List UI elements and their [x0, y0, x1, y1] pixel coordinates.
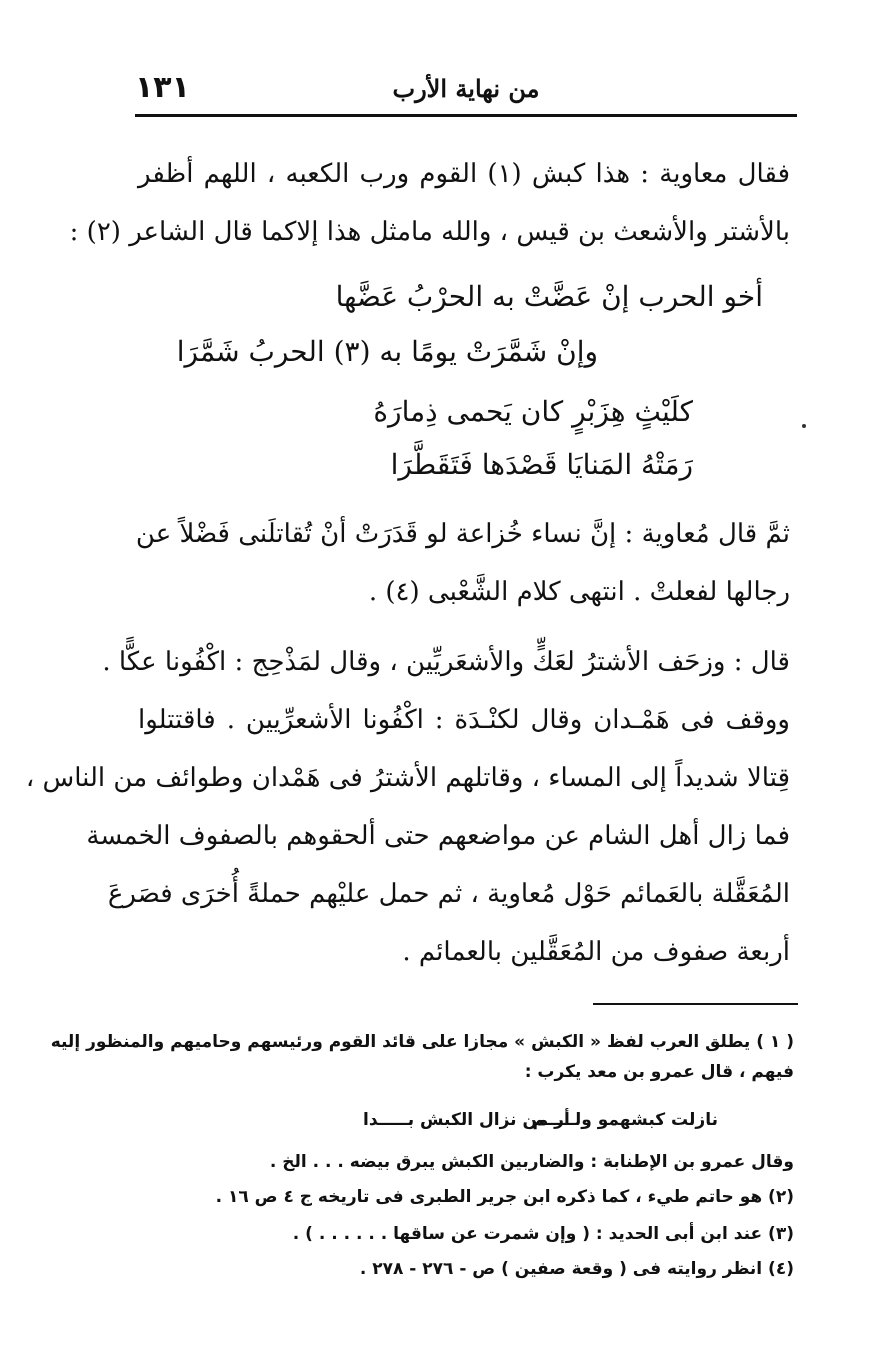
- footnote-1: ( ١ ) يطلق العرب لفظ « الكبش » مجازا على قائد القوم ورئيسهم وحاميهم والمنظور إليه: [50, 1032, 794, 1052]
- poem-verse: أخو الحرب إنْ عَضَّتْ به الحرْبُ عَضَّها: [335, 280, 763, 313]
- poem-verse: كلَيْثٍ هِزَبْرٍ كان يَحمى ذِمارَهُ: [373, 395, 693, 428]
- page-header: [135, 62, 797, 114]
- paragraph-battle: [25, 633, 790, 981]
- paragraph-khuzaa: [135, 505, 790, 621]
- footnote-1-quote: وقال عمرو بن الإطنابة : والضاربين الكبش يبرق بيضه . . . الخ .: [269, 1152, 794, 1172]
- running-title: من نهاية الأرب: [392, 74, 540, 103]
- footnote-1-verse-first-half: نازلت كبشهمو ولـــــم: [532, 1110, 718, 1130]
- text-line: فقال معاوية : هذا كبش (١) القوم ورب الكعبه ، اللهم أظفر: [138, 159, 791, 189]
- text-line: ثمَّ قال مُعاوية : إنَّ نساء خُزاعة لو قَدَرَتْ أنْ تُقاتلَنى فَضْلاً عن: [135, 519, 790, 549]
- text-line: بالأشتر والأشعث بن قيس ، والله مامثل هذا إلاكما قال الشاعر (٢) :: [69, 217, 790, 247]
- text-line: فما زال أهل الشام عن مواضعهم حتى ألحقوهم بالصفوف الخمسة: [86, 821, 790, 851]
- text-line: رجالها لفعلتْ . انتهى كلام الشَّعْبى (٤) .: [368, 577, 790, 607]
- text-line: ووقف فى هَمْـدان وقال لكنْـدَة : اكْفُونا الأشعرِّيين . فاقتتلوا: [138, 705, 790, 735]
- page-number: ١٣١: [135, 70, 190, 105]
- header-rule: [135, 114, 797, 117]
- footnote-rule: [593, 1003, 798, 1005]
- text-line: المُعَقَّلة بالعَمائم حَوْل مُعاوية ، ثم حمل عليْهم حملةً أُخرَى فصَرعَ: [107, 879, 790, 909]
- text-line: قِتالا شديداً إلى المساء ، وقاتلهم الأشترُ فى هَمْدان وطوائف من الناس ،: [25, 763, 790, 793]
- footnote-4: (٤) انظر روايته فى ( وقعة صفين ) ص - ٢٧٦ - ٢٧٨ .: [359, 1259, 794, 1279]
- poem-verse: وإنْ شَمَّرَتْ يومًا به (٣) الحربُ شَمَّرَا: [176, 335, 598, 368]
- footnote-1-continued: فيهم ، قال عمرو بن معد يكرب :: [524, 1062, 794, 1082]
- footnote-1-verse-second-half: أر من نزال الكبش بـــــدا: [363, 1110, 570, 1130]
- poem-verse: رَمَتْهُ المَنايَا قَصْدَها فَتَقَطَّرَا: [390, 448, 693, 481]
- ink-dot: [802, 424, 806, 428]
- text-line: قال : وزحَف الأشترُ لعَكٍّ والأشعَريِّين ، وقال لمَذْحِج : اكْفُونا عكًّا .: [102, 647, 790, 677]
- footnote-2: (٢) هو حاتم طيء ، كما ذكره ابن جرير الطبرى فى تاريخه ج ٤ ص ١٦ .: [215, 1187, 794, 1207]
- footnote-3: (٣) عند ابن أبى الحديد : ( وإن شمرت عن ساقها . . . . . . ) .: [292, 1224, 794, 1244]
- text-line: أربعة صفوف من المُعَقَّلين بالعمائم .: [402, 937, 790, 967]
- paragraph-muawiya-speech: [69, 145, 791, 261]
